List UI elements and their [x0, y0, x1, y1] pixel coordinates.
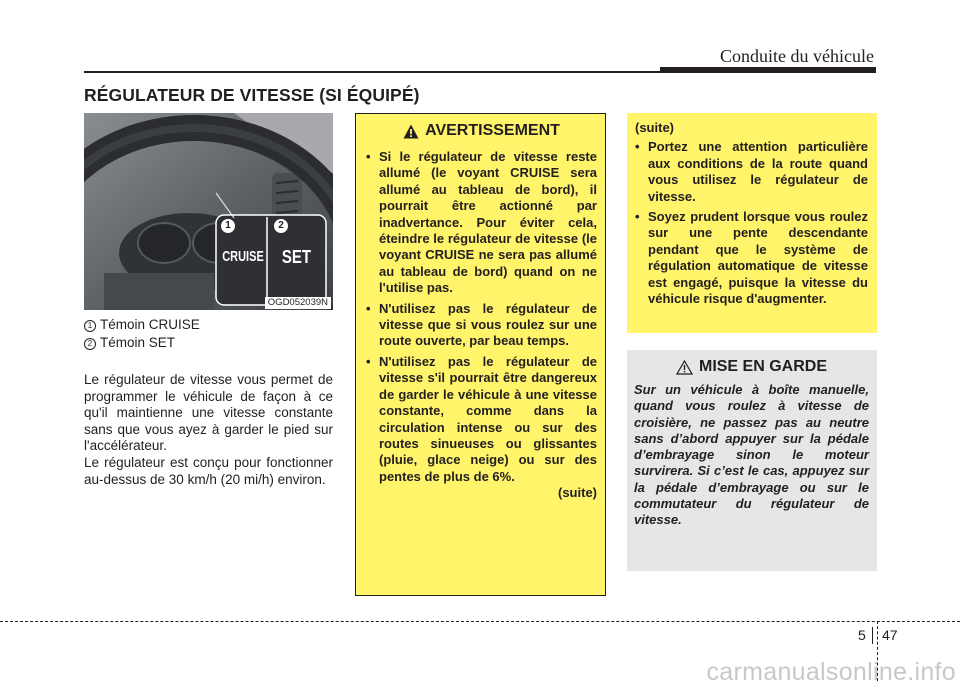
speed-paragraph: Le régulateur est conçu pour fonctionner au-dessus de 30 km/h (20 mi/h) environ. [84, 455, 333, 487]
continuation-suite: (suite) [635, 120, 674, 135]
header-rule-thick [660, 67, 876, 73]
warning-suite: (suite) [558, 485, 597, 501]
warning-item: • N'utilisez pas le régulateur de vitesse s'il pourrait être dangereux de garder le véhicule à une vitesse constante, comme dans la circulation intense ou sur des routes sinueuses ou glissantes (pluie, glace neige) ou sur des pentes de plus de 6%. [366, 354, 597, 485]
legend-label: Témoin SET [100, 335, 176, 350]
legend-label: Témoin CRUISE [100, 317, 200, 332]
caution-triangle-icon [676, 360, 693, 375]
section-title: RÉGULATEUR DE VITESSE (SI ÉQUIPÉ) [84, 85, 420, 105]
warning-box [355, 113, 606, 596]
header-rule-thin [84, 71, 662, 73]
steering-wheel-figure [84, 113, 333, 310]
watermark: carmanualsonline.info [706, 658, 956, 686]
warning-item: • Si le régulateur de vitesse reste allumé (le voyant CRUISE sera allumé au tableau de bord), il pourrait être actionné par inadvertance. Pour éviter cela, éteindre le régulateur de vitesse (le voyant CRUISE ne sera pas allumé au tableau de bord) quand on ne l'utilise pas. [366, 149, 597, 297]
legend-number-circle: 1 [84, 320, 96, 332]
legend-item-cruise [84, 316, 334, 333]
caution-box [627, 350, 877, 571]
warning-header [366, 122, 597, 140]
cruise-button-label: CRUISE [222, 248, 264, 266]
page-number: 47 [882, 627, 898, 643]
intro-paragraph: Le régulateur de vitesse vous permet de programmer le véhicule de façon à ce qu'il maintienne une vitesse constante sans que vous ayez à garder le pied sur l'accélérateur. [84, 372, 333, 454]
continuation-list [635, 139, 868, 307]
warning-title: AVERTISSEMENT [425, 122, 560, 139]
warning-continuation-box [627, 113, 877, 333]
caution-title: MISE EN GARDE [698, 358, 827, 375]
caution-text: Sur un véhicule à boîte manuelle, quand vous roulez à vitesse de croisière, ne passez pas au neutre sans d’abord appuyer sur la pédale d’embrayage sinon le moteur survirera. Si c’est le cas, appuyez sur la pédale d’embrayage ou sur le commutateur du régulateur de vitesse. [634, 382, 869, 528]
callout-2-marker: 2 [274, 219, 288, 233]
warning-item: • N'utilisez pas le régulateur de vitesse que si vous roulez sur une route ouverte, par beau temps. [366, 301, 597, 350]
legend-number-circle: 2 [84, 338, 96, 350]
callout-1-marker: 1 [221, 219, 235, 233]
warning-triangle-icon [403, 124, 419, 139]
chapter-header-title: Conduite du véhicule [720, 46, 874, 66]
footer-dashed-rule [0, 621, 960, 622]
caution-header [634, 358, 869, 376]
continuation-item: • Soyez prudent lorsque vous roulez sur une pente descendante pendant que le système de régulation automatique de vitesse est engagé, puisque la vitesse du véhicule risque d'augmenter. [635, 209, 868, 307]
continuation-item: • Portez une attention particulière aux conditions de la route quand vous utilisez le régulateur de vitesse. [635, 139, 868, 205]
page-divider [872, 627, 873, 644]
figure-code: OGD052039N [265, 297, 331, 309]
page-chapter-number: 5 [858, 627, 866, 643]
set-button-label: SET [281, 246, 312, 269]
warning-list [366, 149, 597, 485]
legend-item-set [84, 334, 334, 351]
